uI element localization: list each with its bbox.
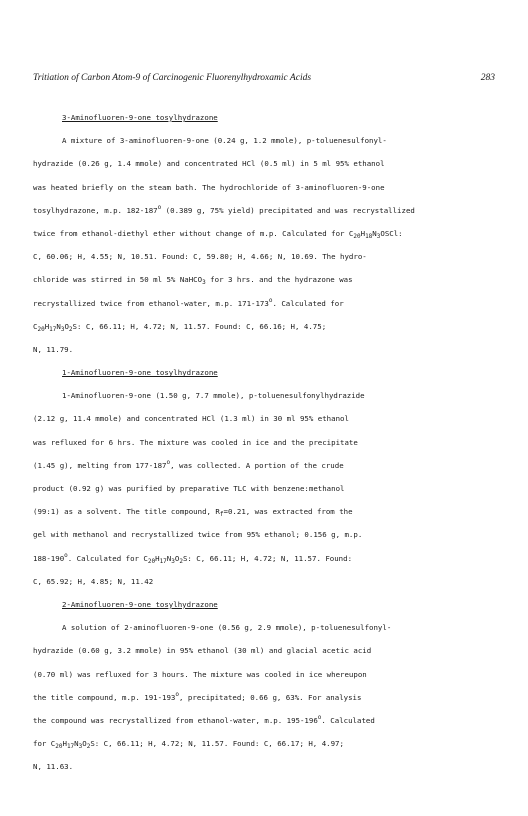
running-title: Tritiation of Carbon Atom-9 of Carcinogenic Fluorenylhydroxamic Acids bbox=[33, 73, 312, 83]
text-line: A solution of 2-aminofluoren-9-one (0.56 g, 2.9 mmole), p-toluenesulfonyl- bbox=[62, 623, 392, 633]
text-line: product (0.92 g) was purified by preparative TLC with benzene:methanol bbox=[33, 484, 345, 493]
document-body bbox=[33, 106, 495, 778]
section-heading: 1-Aminofluoren-9-one tosylhydrazone bbox=[62, 368, 218, 378]
text-line: (1.45 g), melting from 177-187$^o$, was collected. A portion of the crude bbox=[33, 458, 344, 470]
text-line: was refluxed for 6 hrs. The mixture was cooled in ice and the precipitate bbox=[33, 437, 358, 447]
text-line: tosylhydrazone, m.p. 182-187$^o$ (0.389 g, 75% yield) precipitated and was recrystallized bbox=[33, 203, 415, 215]
section-heading: 3-Aminofluoren-9-one tosylhydrazone bbox=[62, 113, 218, 122]
page-number: 283 bbox=[480, 73, 495, 83]
text-line: the compound was recrystallized from ethanol-water, m.p. 195-196$^o$. Calculated bbox=[33, 713, 375, 725]
text-line: was heated briefly on the steam bath. The hydrochloride of 3-aminofluoren-9-one bbox=[33, 182, 385, 192]
text-line: the title compound, m.p. 191-193$^o$, precipitated; 0.66 g, 63%. For analysis bbox=[33, 690, 362, 702]
text-line: gel with methanol and recrystallized twice from 95% ethanol; 0.156 g, m.p. bbox=[33, 530, 363, 540]
text-line: hydrazide (0.26 g, 1.4 mmole) and concentrated HCl (0.5 ml) in 5 ml 95% ethanol bbox=[33, 159, 385, 169]
text-line: C, 60.06; H, 4.55; N, 10.51. Found: C, 59.80; H, 4.66; N, 10.69. The hydro- bbox=[33, 252, 367, 262]
text-line: 1-Aminofluoren-9-one (1.50 g, 7.7 mmole), p-toluenesulfonylhydrazide bbox=[62, 391, 365, 401]
text-line: $C_{20}H_{17}N_3O_2S$: C, 66.11; H, 4.72; N, 11.57. Found: C, 66.16; H, 4.75; bbox=[33, 321, 327, 333]
text-line: C, 65.92; H, 4.85; N, 11.42 bbox=[33, 576, 154, 586]
text-line: 188-190$^o$. Calculated for $C_{20}H_{17}N_3O_2S$: C, 66.11; H, 4.72; N, 11.57. Found: bbox=[33, 551, 353, 565]
text-line: (0.70 ml) was refluxed for 3 hours. The mixture was cooled in ice whereupon bbox=[33, 669, 367, 679]
running-header bbox=[33, 73, 495, 83]
text-line: N, 11.63. bbox=[33, 762, 74, 772]
text-line: A mixture of 3-aminofluoren-9-one (0.24 g, 1.2 mmole), p-toluenesulfonyl- bbox=[62, 136, 387, 146]
text-line: N, 11.79. bbox=[33, 344, 74, 354]
text-line: recrystallized twice from ethanol-water, m.p. 171-173$^o$. Calculated for bbox=[33, 296, 344, 308]
text-line: (2.12 g, 11.4 mmole) and concentrated HCl (1.3 ml) in 30 ml 95% ethanol bbox=[33, 414, 349, 424]
text-line: twice from ethanol-diethyl ether without change of m.p. Calculated for $C_{20}H_{18}N_3OSCl$: bbox=[33, 228, 403, 240]
text-line: for $C_{20}H_{17}N_3O_2S$: C, 66.11; H, 4.72; N, 11.57. Found: C, 66.17; H, 4.97; bbox=[33, 739, 344, 751]
text-line: chloride was stirred in 50 ml 5% NaHCO$_3$ for 3 hrs. and the hydrazone was bbox=[33, 275, 353, 287]
section-heading: 2-Aminofluoren-9-one tosylhydrazone bbox=[62, 599, 218, 609]
text-line: (99:1) as a solvent. The title compound, $R_f=0.21$, was extracted from the bbox=[33, 507, 353, 519]
text-line: hydrazide (0.60 g, 3.2 mmole) in 95% ethanol (30 ml) and glacial acetic acid bbox=[33, 646, 372, 656]
